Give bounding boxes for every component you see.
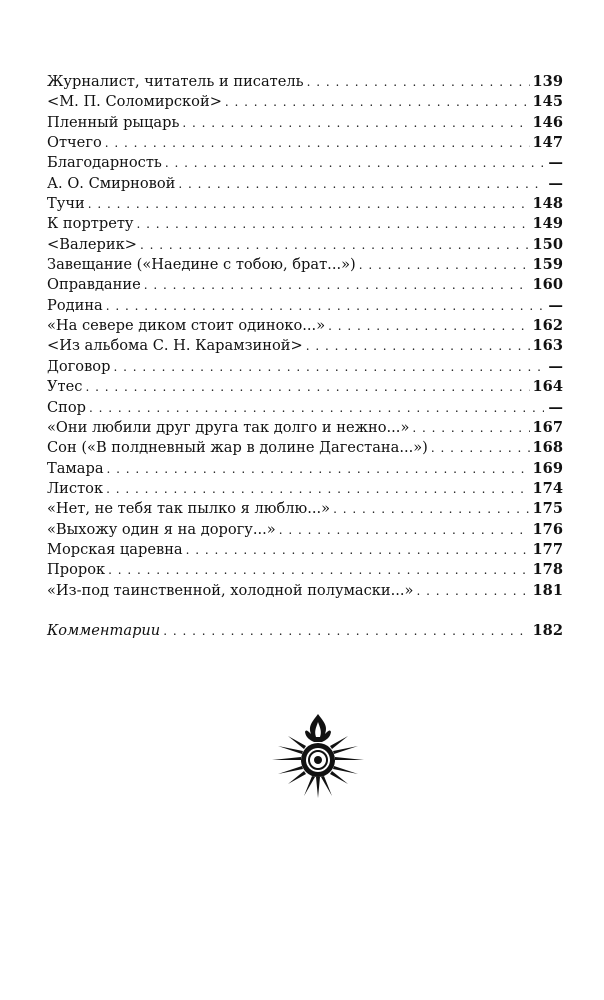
toc-entry-title: Листок — [47, 479, 104, 497]
toc-leader-dots — [137, 214, 530, 234]
toc-leader-dots — [106, 296, 544, 316]
toc-entry-page: — — [548, 174, 563, 192]
toc-entry-page: 149 — [532, 215, 563, 233]
toc-entry[interactable] — [47, 540, 563, 560]
toc-entry-title: Тучи — [47, 195, 85, 213]
toc-entry[interactable] — [47, 174, 563, 194]
toc-leader-dots — [279, 520, 530, 540]
toc-entry-page: 139 — [532, 73, 563, 90]
toc-entry-page: 146 — [532, 113, 563, 131]
toc-entry[interactable] — [47, 357, 563, 377]
toc-entry-page: 176 — [532, 520, 563, 538]
toc-leader-dots — [89, 398, 544, 418]
toc-leader-dots — [225, 92, 530, 112]
toc-entry-page: — — [548, 398, 563, 416]
toc-leader-dots — [85, 377, 529, 397]
toc-entry-title: <М. П. Соломирской> — [47, 93, 222, 111]
toc-entry-page: — — [548, 357, 563, 375]
toc-leader-dots — [105, 133, 530, 153]
toc-entry-page: 181 — [532, 581, 563, 599]
toc-entry-title: А. О. Смирновой — [47, 174, 176, 192]
toc-entry-title: Родина — [47, 296, 103, 314]
toc-leader-dots — [333, 499, 529, 519]
toc-entry-title: Пленный рыцарь — [47, 113, 180, 131]
toc-entry-title: «Выхожу один я на дорогу...» — [47, 520, 276, 538]
toc-entry-page: 174 — [532, 479, 563, 497]
toc-entry[interactable] — [47, 418, 563, 438]
toc-entry-title: <Валерик> — [47, 235, 137, 253]
toc-entry[interactable] — [47, 499, 563, 519]
toc-entry-page: 145 — [532, 93, 563, 111]
toc-entry-page: 168 — [532, 439, 563, 457]
toc-entry-title: Сон («В полдневный жар в долине Дагестана...») — [47, 439, 428, 457]
toc-leader-dots — [359, 255, 530, 275]
toc-entry-title: Оправдание — [47, 276, 141, 294]
toc-entry-page: 177 — [532, 540, 563, 558]
toc-comments-page: 182 — [532, 621, 563, 639]
toc-entry-title: Спор — [47, 398, 87, 416]
toc-entry-title: Благодарность — [47, 154, 162, 172]
toc-entry-page: 175 — [532, 500, 563, 518]
toc-entry-title: «На севере диком стоит одиноко...» — [47, 317, 326, 335]
toc-entry[interactable] — [47, 459, 563, 479]
toc-leader-dots — [431, 438, 530, 458]
toc-entry-title: Договор — [47, 357, 111, 375]
toc-entry-title: <Из альбома С. Н. Карамзиной> — [47, 337, 303, 355]
toc-entry-title: Журналист, читатель и писатель — [47, 73, 304, 90]
toc-entry-page: 160 — [532, 276, 563, 294]
toc-entry-title: «Нет, не тебя так пылко я люблю...» — [47, 500, 331, 518]
toc-entry-page: — — [548, 154, 563, 172]
toc-leader-dots — [307, 72, 530, 92]
toc-entry[interactable] — [47, 133, 563, 153]
toc-entry-title: Завещание («Наедине с тобою, брат...») — [47, 256, 356, 274]
toc-leader-dots — [144, 275, 530, 295]
toc-entry-page: 167 — [532, 418, 563, 436]
toc-entry[interactable] — [47, 520, 563, 540]
toc-leader-dots — [107, 459, 530, 479]
toc-entry[interactable] — [47, 255, 563, 275]
toc-entry-page: 148 — [532, 195, 563, 213]
toc-leader-dots — [140, 235, 530, 255]
toc-entry-title: «Из-под таинственной, холодной полумаски...» — [47, 581, 414, 599]
toc-entry[interactable] — [47, 235, 563, 255]
toc-entry[interactable] — [47, 153, 563, 173]
toc-entry-title: Пророк — [47, 561, 106, 579]
toc-entry-page: 147 — [532, 134, 563, 152]
toc-leader-dots — [186, 540, 530, 560]
toc-entry[interactable] — [47, 194, 563, 214]
toc-entry[interactable] — [47, 377, 563, 397]
toc-entry[interactable] — [47, 92, 563, 112]
toc-entry-title: К портрету — [47, 215, 134, 233]
toc-leader-dots — [113, 357, 544, 377]
toc-entry[interactable] — [47, 438, 563, 458]
toc-entry[interactable] — [47, 296, 563, 316]
toc-entry-title: Отчего — [47, 134, 102, 152]
toc-entry-page: 162 — [532, 317, 563, 335]
flaming-ring-ornament-icon — [268, 712, 368, 800]
toc-leader-dots — [165, 153, 544, 173]
toc-entry[interactable] — [47, 479, 563, 499]
toc-entry[interactable] — [47, 72, 563, 92]
toc-entry-page: 178 — [532, 561, 563, 579]
toc-leader-dots — [306, 336, 530, 356]
toc-leader-dots — [178, 174, 544, 194]
toc-entry[interactable] — [47, 581, 563, 601]
toc-entry[interactable] — [47, 214, 563, 234]
toc-leader-dots — [108, 560, 529, 580]
toc-leader-dots — [106, 479, 529, 499]
toc-entry-page: 159 — [532, 256, 563, 274]
table-of-contents — [47, 72, 563, 641]
toc-comments-title: Комментарии — [47, 621, 161, 639]
toc-entry-title: Морская царевна — [47, 540, 183, 558]
toc-leader-dots — [328, 316, 529, 336]
toc-entry-comments[interactable] — [47, 621, 563, 641]
toc-entry-title: «Они любили друг друга так долго и нежно...» — [47, 418, 410, 436]
toc-entry[interactable] — [47, 316, 563, 336]
toc-entry[interactable] — [47, 560, 563, 580]
toc-entry-page: — — [548, 296, 563, 314]
toc-entry-title: Утес — [47, 378, 83, 396]
toc-entry-page: 150 — [532, 235, 563, 253]
toc-entry[interactable] — [47, 275, 563, 295]
toc-entry-title: Тамара — [47, 459, 104, 477]
toc-entry-page: 164 — [532, 378, 563, 396]
toc-entry[interactable] — [47, 398, 563, 418]
toc-entry-page: 169 — [532, 459, 563, 477]
toc-leader-dots — [163, 621, 529, 641]
toc-leader-dots — [412, 418, 529, 438]
toc-leader-dots — [88, 194, 530, 214]
toc-leader-dots — [416, 581, 529, 601]
toc-entry[interactable] — [47, 336, 563, 356]
toc-entry-page: 163 — [532, 337, 563, 355]
toc-leader-dots — [182, 113, 529, 133]
toc-entry[interactable] — [47, 113, 563, 133]
